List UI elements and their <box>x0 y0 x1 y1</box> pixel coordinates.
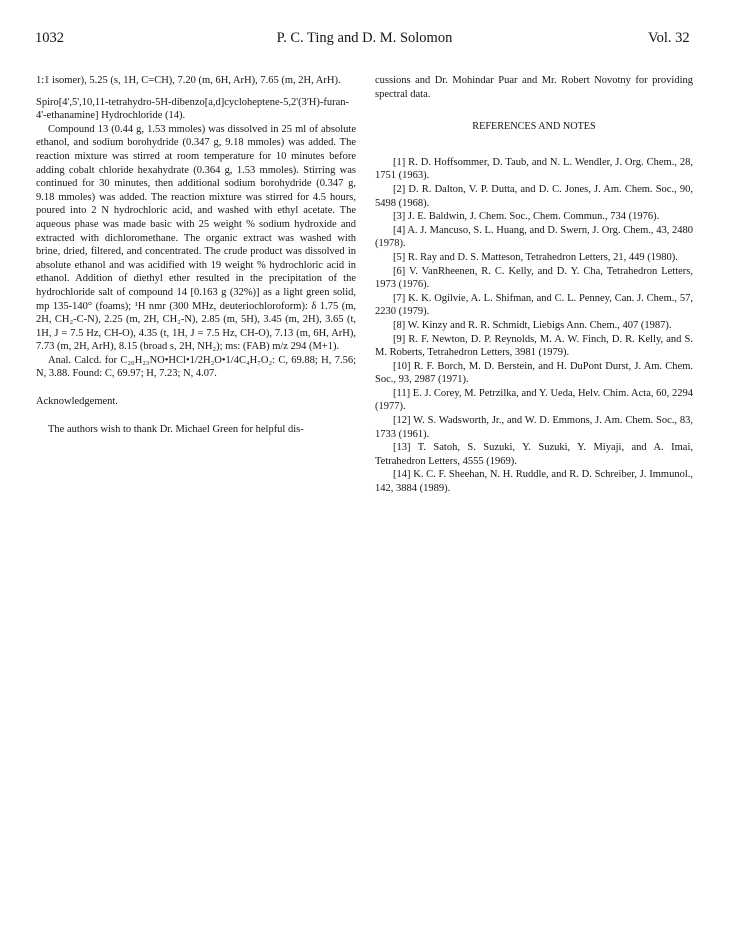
reference-item: [10] R. F. Borch, M. D. Berstein, and H. DuPont Durst, J. Am. Chem. Soc., 93, 2987 (1971). <box>375 360 693 386</box>
reference-item: [8] W. Kinzy and R. R. Schmidt, Liebigs Ann. Chem., 407 (1987). <box>393 319 672 331</box>
reference-item: [12] W. S. Wadsworth, Jr., and W. D. Emmons, J. Am. Chem. Soc., 83, 1733 (1961). <box>375 415 693 440</box>
volume-label: Vol. 32 <box>648 30 690 46</box>
compound-title: Spiro[4',5',10,11-tetrahydro-5H-dibenzo[a,d]cycloheptene-5,2'(3'H)-furan-4'-ethanamine] Hydrochloride (14). <box>36 96 350 122</box>
reference-item: [11] E. J. Corey, M. Petrzilka, and Y. Ueda, Helv. Chim. Acta, 60, 2294 (1977). <box>375 387 693 413</box>
nmr-continuation: 1:1 isomer), 5.25 (s, 1H, C=CH), 7.20 (m, 6H, ArH), 7.65 (m, 2H, ArH). <box>36 75 341 86</box>
running-header-authors: P. C. Ting and D. M. Solomon <box>276 30 453 46</box>
reference-item: [13] T. Satoh, S. Suzuki, Y. Suzuki, Y. Miyaji, and A. Imai, Tetrahedron Letters, 4555 (1969). <box>375 442 693 467</box>
left-column <box>36 74 356 436</box>
acknowledgement-paragraph: The authors wish to thank Dr. Michael Green for helpful dis- <box>48 423 304 435</box>
reference-item: [5] R. Ray and D. S. Matteson, Tetrahedron Letters, 21, 449 (1980). <box>393 251 678 263</box>
reference-item: [6] V. VanRheenen, R. C. Kelly, and D. Y. Cha, Tetrahedron Letters, 1973 (1976). <box>375 265 693 291</box>
analysis-paragraph: Anal. Calcd. for C₂₀H₂₃NO•HCl•1/2H₂O•1/4C₄H₇O₂: C, 69.88; H, 7.56; N, 3.88. Found: C, 69.97; H, 7.23; N, 4.07. <box>36 354 356 380</box>
page-number: 1032 <box>35 30 64 46</box>
reference-item: [14] K. C. F. Sheehan, N. H. Ruddle, and R. D. Schreiber, J. Immunol., 142, 3884 (1989). <box>375 469 693 495</box>
reference-item: [9] R. F. Newton, D. P. Reynolds, M. A. W. Finch, D. R. Kelly, and S. M. Roberts, Tetrahedron Letters, 3981 (1979). <box>375 333 693 359</box>
reference-item: [1] R. D. Hoffsommer, D. Taub, and N. L. Wendler, J. Org. Chem., 28, 1751 (1963). <box>375 156 693 182</box>
references-list <box>375 156 693 496</box>
reference-item: [7] K. K. Ogilvie, A. L. Shifman, and C. L. Penney, Can. J. Chem., 57, 2230 (1979). <box>375 292 693 318</box>
acknowledgement-heading: Acknowledgement. <box>36 396 118 408</box>
reference-item: [3] J. E. Baldwin, J. Chem. Soc., Chem. Commun., 734 (1976). <box>393 211 660 223</box>
procedure-paragraph: Compound 13 (0.44 g, 1.53 mmoles) was dissolved in 25 ml of absolute ethanol, and sodium borohydride (0.347 g, 9.18 mmoles) was added. The reaction mixture was stirred at room temperature for 10 minutes before adding cobalt chloride hexahydrate (0.364 g, 1.53 mmoles). Stirring was continued for 30 minutes, then additional sodium borohydride (0.347 g, 9.18 mmoles) was added. The reaction mixture was stirred for 4.5 hours, poured into 2 N hydrochloric acid, and washed with ethyl acetate. The aqueous phase was made basic with 25 weight % sodium hydroxide and extracted with dichloromethane. The organic extract was washed with brine, dried, filtered, and concentrated. The crude product was dissolved in absolute ethanol and was acidified with 19 weight % hydrochloric acid in ethanol. Addition of diethyl ether resulted in the precipitation of the hydrochloride salt of compound 14 [0.163 g (32%)] as a light green solid, mp 135-140° (foams); ¹H nmr (300 MHz, deuteriochloroform): δ 1.75 (m, 2H, CH₂-C-N), 2.25 (m, 2H, CH₂-N), 2.85 (m, 5H), 3.45 (m, 2H), 3.65 (t, 1H, J = 7.5 Hz, CH-O), 4.35 (t, 1H, J = 7.5 Hz, CH-O), 7.13 (m, 6H, ArH), 7.73 (m, 2H, ArH), 8.15 (broad s, 2H, NH₂); ms: (FAB) m/z 294 (M+1). <box>36 123 356 353</box>
reference-item: [2] D. R. Dalton, V. P. Dutta, and D. C. Jones, J. Am. Chem. Soc., 90, 5498 (1968). <box>375 183 693 209</box>
acknowledgement-continuation: cussions and Dr. Mohindar Puar and Mr. Robert Novotny for providing spectral data. <box>375 75 693 100</box>
references-heading: REFERENCES AND NOTES <box>472 121 596 133</box>
right-column <box>375 74 693 496</box>
reference-item: [4] A. J. Mancuso, S. L. Huang, and D. Swern, J. Org. Chem., 43, 2480 (1978). <box>375 224 693 250</box>
